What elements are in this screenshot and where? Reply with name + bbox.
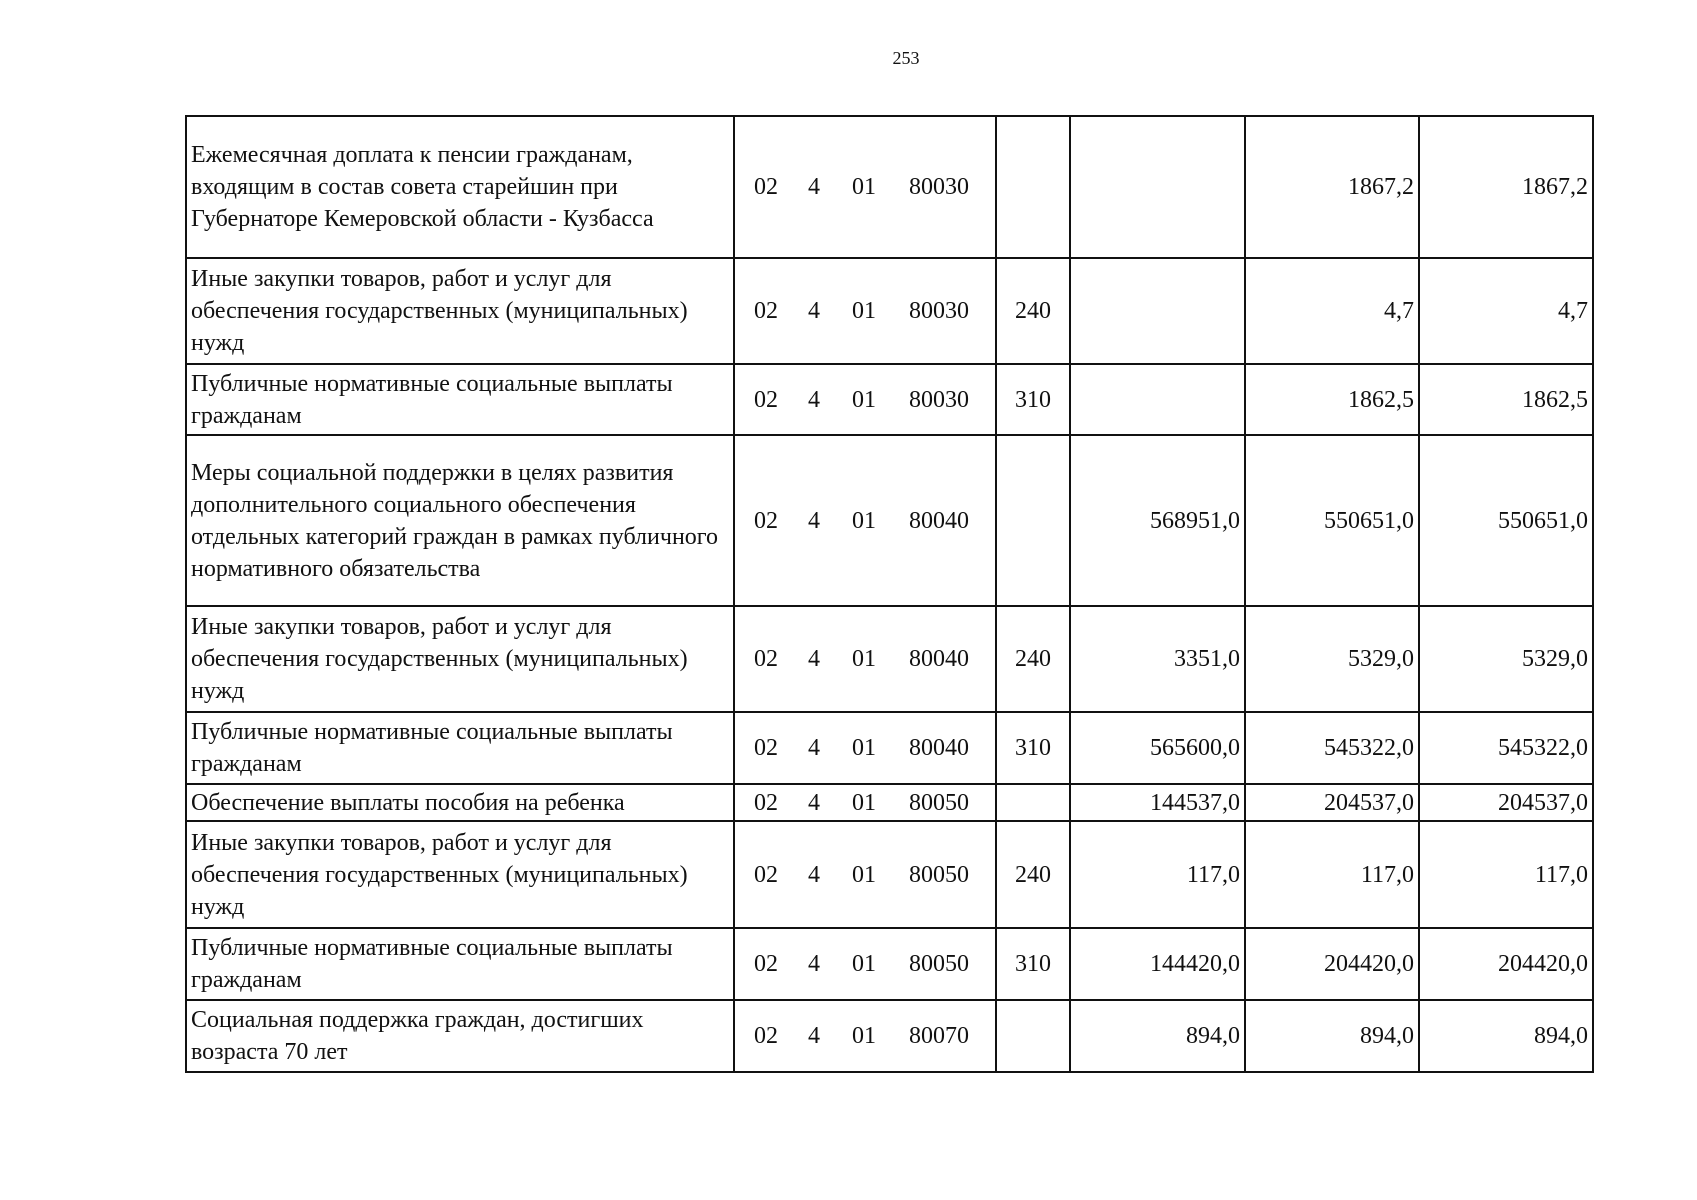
code-program: 4 <box>808 298 820 324</box>
amount-3: 4,7 <box>1419 258 1593 364</box>
amount-1: 894,0 <box>1070 1000 1245 1072</box>
amount-2: 1867,2 <box>1245 116 1419 258</box>
amount-1: 117,0 <box>1070 821 1245 928</box>
row-description: Публичные нормативные социальные выплаты гражданам <box>186 928 734 1000</box>
code-program: 4 <box>808 1023 820 1049</box>
classification-codes <box>734 712 996 784</box>
code-direction: 80070 <box>909 1023 969 1049</box>
classification-codes <box>734 821 996 928</box>
row-description: Иные закупки товаров, работ и услуг для обеспечения государственных (муниципальных) нужд <box>186 821 734 928</box>
amount-1: 144420,0 <box>1070 928 1245 1000</box>
classification-codes <box>734 784 996 821</box>
code-subprogram: 01 <box>852 507 876 534</box>
classification-codes <box>734 116 996 258</box>
amount-1: 565600,0 <box>1070 712 1245 784</box>
code-section: 02 <box>754 646 778 672</box>
expense-type: 310 <box>996 364 1070 435</box>
code-program: 4 <box>808 951 820 977</box>
budget-table <box>185 115 1594 1073</box>
amount-1 <box>1070 364 1245 435</box>
code-program: 4 <box>808 646 820 672</box>
amount-2: 117,0 <box>1245 821 1419 928</box>
code-program: 4 <box>808 386 820 413</box>
code-direction: 80050 <box>909 861 969 888</box>
amount-3: 1862,5 <box>1419 364 1593 435</box>
expense-type <box>996 784 1070 821</box>
code-direction: 80040 <box>909 646 969 672</box>
code-section: 02 <box>754 298 778 324</box>
table-row <box>186 258 1593 364</box>
code-direction: 80040 <box>909 507 969 534</box>
classification-codes <box>734 258 996 364</box>
code-subprogram: 01 <box>852 861 876 888</box>
amount-2: 4,7 <box>1245 258 1419 364</box>
amount-1 <box>1070 258 1245 364</box>
code-subprogram: 01 <box>852 735 876 761</box>
expense-type: 310 <box>996 712 1070 784</box>
code-section: 02 <box>754 789 778 816</box>
budget-table-body <box>186 116 1593 1072</box>
amount-2: 5329,0 <box>1245 606 1419 712</box>
code-direction: 80050 <box>909 789 969 816</box>
code-direction: 80030 <box>909 174 969 200</box>
amount-3: 894,0 <box>1419 1000 1593 1072</box>
amount-2: 204537,0 <box>1245 784 1419 821</box>
amount-3: 545322,0 <box>1419 712 1593 784</box>
code-subprogram: 01 <box>852 174 876 200</box>
amount-3: 1867,2 <box>1419 116 1593 258</box>
classification-codes <box>734 606 996 712</box>
row-description: Ежемесячная доплата к пенсии гражданам, входящим в состав совета старейшин при Губернаторе Кемеровской области - Кузбасса <box>186 116 734 258</box>
code-subprogram: 01 <box>852 789 876 816</box>
code-direction: 80040 <box>909 735 969 761</box>
amount-2: 545322,0 <box>1245 712 1419 784</box>
code-subprogram: 01 <box>852 298 876 324</box>
amount-3: 204537,0 <box>1419 784 1593 821</box>
code-direction: 80030 <box>909 298 969 324</box>
expense-type: 240 <box>996 606 1070 712</box>
code-section: 02 <box>754 735 778 761</box>
classification-codes <box>734 435 996 606</box>
code-section: 02 <box>754 174 778 200</box>
amount-2: 1862,5 <box>1245 364 1419 435</box>
row-description: Меры социальной поддержки в целях развития дополнительного социального обеспечения отдельных категорий граждан в рамках публичного нормативного обязательства <box>186 435 734 606</box>
code-program: 4 <box>808 735 820 761</box>
expense-type: 310 <box>996 928 1070 1000</box>
classification-codes <box>734 928 996 1000</box>
amount-3: 204420,0 <box>1419 928 1593 1000</box>
amount-1: 568951,0 <box>1070 435 1245 606</box>
table-row <box>186 1000 1593 1072</box>
amount-1: 3351,0 <box>1070 606 1245 712</box>
expense-type <box>996 435 1070 606</box>
code-program: 4 <box>808 507 820 534</box>
expense-type <box>996 1000 1070 1072</box>
code-direction: 80030 <box>909 386 969 413</box>
row-description: Иные закупки товаров, работ и услуг для обеспечения государственных (муниципальных) нужд <box>186 606 734 712</box>
amount-3: 117,0 <box>1419 821 1593 928</box>
code-section: 02 <box>754 1023 778 1049</box>
code-subprogram: 01 <box>852 646 876 672</box>
row-description: Обеспечение выплаты пособия на ребенка <box>186 784 734 821</box>
expense-type: 240 <box>996 821 1070 928</box>
code-section: 02 <box>754 386 778 413</box>
code-subprogram: 01 <box>852 951 876 977</box>
classification-codes <box>734 364 996 435</box>
amount-3: 550651,0 <box>1419 435 1593 606</box>
row-description: Публичные нормативные социальные выплаты гражданам <box>186 712 734 784</box>
code-subprogram: 01 <box>852 386 876 413</box>
expense-type: 240 <box>996 258 1070 364</box>
table-row <box>186 928 1593 1000</box>
table-row <box>186 364 1593 435</box>
row-description: Иные закупки товаров, работ и услуг для обеспечения государственных (муниципальных) нужд <box>186 258 734 364</box>
amount-3: 5329,0 <box>1419 606 1593 712</box>
amount-2: 204420,0 <box>1245 928 1419 1000</box>
code-direction: 80050 <box>909 951 969 977</box>
code-section: 02 <box>754 861 778 888</box>
page-number: 253 <box>892 48 920 68</box>
amount-1 <box>1070 116 1245 258</box>
code-section: 02 <box>754 951 778 977</box>
table-row <box>186 606 1593 712</box>
table-row <box>186 784 1593 821</box>
code-section: 02 <box>754 507 778 534</box>
amount-1: 144537,0 <box>1070 784 1245 821</box>
table-row <box>186 821 1593 928</box>
code-program: 4 <box>808 861 820 888</box>
table-row <box>186 435 1593 606</box>
amount-2: 894,0 <box>1245 1000 1419 1072</box>
code-program: 4 <box>808 174 820 200</box>
row-description: Публичные нормативные социальные выплаты гражданам <box>186 364 734 435</box>
amount-2: 550651,0 <box>1245 435 1419 606</box>
row-description: Социальная поддержка граждан, достигших возраста 70 лет <box>186 1000 734 1072</box>
code-subprogram: 01 <box>852 1023 876 1049</box>
table-row <box>186 116 1593 258</box>
code-program: 4 <box>808 789 820 816</box>
expense-type <box>996 116 1070 258</box>
classification-codes <box>734 1000 996 1072</box>
table-row <box>186 712 1593 784</box>
